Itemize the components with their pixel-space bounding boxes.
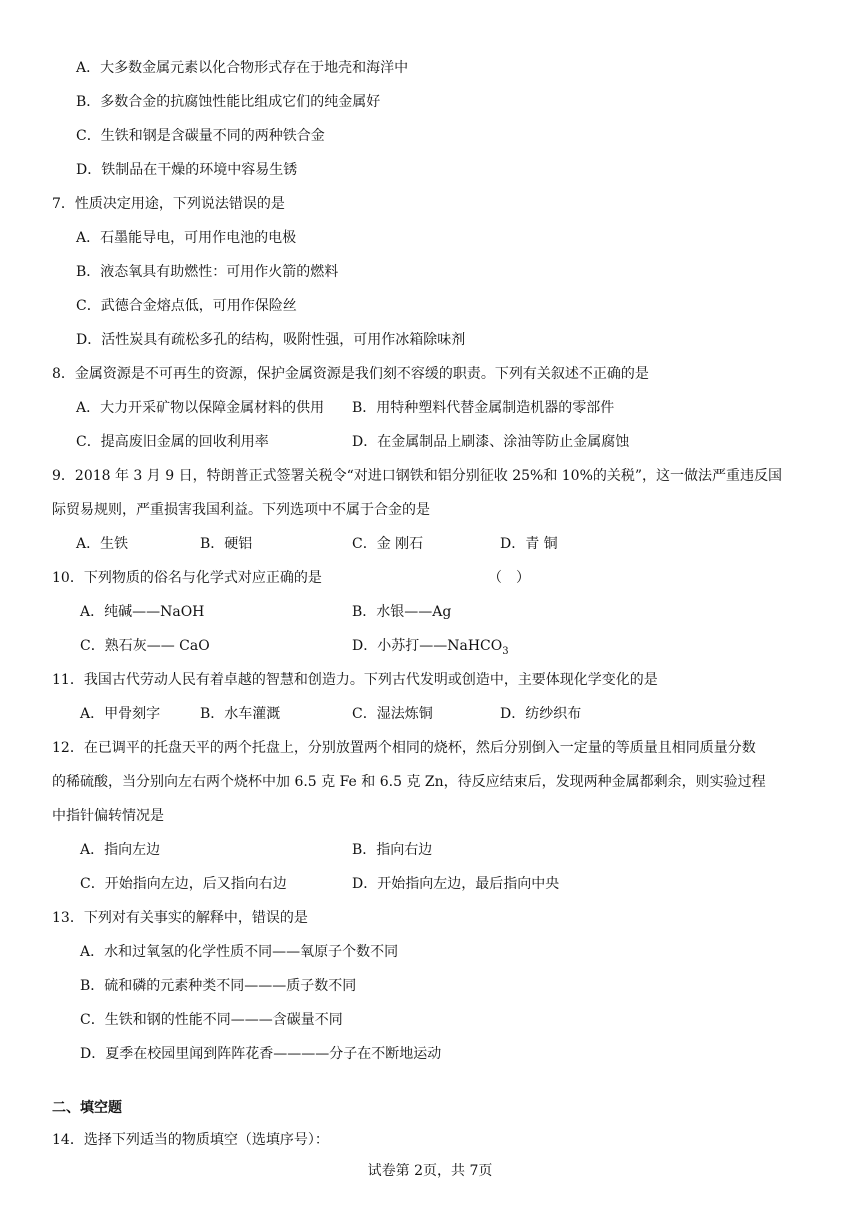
q12-stem-line3: 中指针偏转情况是 xyxy=(52,808,164,824)
q7-option-d: D．活性炭具有疏松多孔的结构，吸附性强，可用作冰箱除味剂 xyxy=(76,332,466,348)
q13-option-c: C．生铁和钢的性能不同———含碳量不同 xyxy=(80,1012,343,1028)
q9-option-d: D．青 铜 xyxy=(500,536,558,552)
q7-option-a: A．石墨能导电，可用作电池的电极 xyxy=(76,230,297,246)
q11-option-b: B．水车灌溉 xyxy=(200,706,281,722)
q11-option-d: D．纺纱织布 xyxy=(500,706,582,722)
q8-option-a: A．大力开采矿物以保障金属材料的供用 xyxy=(76,400,325,416)
q10-option-a: A．纯碱——NaOH xyxy=(80,604,205,620)
q9-stem-line2: 际贸易规则，严重损害我国利益。下列选项中不属于合金的是 xyxy=(52,502,430,518)
q6-option-a: A．大多数金属元素以化合物形式存在于地壳和海洋中 xyxy=(76,60,409,76)
q8-stem: 8．金属资源是不可再生的资源，保护金属资源是我们刻不容缓的职责。下列有关叙述不正确的是 xyxy=(52,366,649,382)
q6-option-d: D．铁制品在干燥的环境中容易生锈 xyxy=(76,162,298,178)
q10-stem: 10．下列物质的俗名与化学式对应正确的是 xyxy=(52,570,322,586)
q9-option-c: C．金 刚石 xyxy=(352,536,424,552)
q10-option-d-subscript: 3 xyxy=(502,645,509,657)
q7-option-c: C．武德合金熔点低，可用作保险丝 xyxy=(76,298,297,314)
q13-option-a: A．水和过氧氢的化学性质不同——氧原子个数不同 xyxy=(80,944,399,960)
page-footer: 试卷第 2页，共 7页 xyxy=(367,1163,493,1179)
q12-option-b: B．指向右边 xyxy=(352,842,433,858)
q10-option-c: C．熟石灰—— CaO xyxy=(80,638,210,654)
q8-option-b: B．用特种塑料代替金属制造机器的零部件 xyxy=(352,400,615,416)
q13-option-b: B．硫和磷的元素种类不同———质子数不同 xyxy=(80,978,357,994)
q12-stem-line1: 12．在已调平的托盘天平的两个托盘上，分别放置两个相同的烧杯，然后分别倒入一定量的等质量且相同质量分数 xyxy=(52,740,756,756)
q6-option-b: B．多数合金的抗腐蚀性能比组成它们的纯金属好 xyxy=(76,94,381,110)
q9-stem-line1: 9．2018 年 3 月 9 日，特朗普正式签署关税令“对进口钢铁和铝分别征收 25%和 10%的关税”，这一做法严重违反国 xyxy=(52,468,783,484)
q10-answer-paren: （ ） xyxy=(488,570,530,586)
q7-option-b: B．液态氧具有助燃性：可用作火箭的燃料 xyxy=(76,264,339,280)
section-title: 二、填空题 xyxy=(52,1100,122,1116)
q10-option-b: B．水银——Ag xyxy=(352,604,452,620)
q9-option-b: B．硬铝 xyxy=(200,536,253,552)
q14-stem: 14．选择下列适当的物质填空（选填序号）： xyxy=(52,1132,329,1148)
q12-option-d: D．开始指向左边，最后指向中央 xyxy=(352,876,560,892)
q12-option-a: A．指向左边 xyxy=(80,842,161,858)
q8-option-d: D．在金属制品上刷漆、涂油等防止金属腐蚀 xyxy=(352,434,630,450)
q7-stem: 7．性质决定用途，下列说法错误的是 xyxy=(52,196,285,212)
q11-stem: 11．我国古代劳动人民有着卓越的智慧和创造力。下列古代发明或创造中，主要体现化学变化的是 xyxy=(52,672,658,688)
q8-option-c: C．提高废旧金属的回收利用率 xyxy=(76,434,269,450)
q12-stem-line2: 的稀硫酸，当分别向左右两个烧杯中加 6.5 克 Fe 和 6.5 克 Zn，待反应结束后，发现两种金属都剩余，则实验过程 xyxy=(52,774,766,790)
q13-stem: 13．下列对有关事实的解释中，错误的是 xyxy=(52,910,308,926)
q10-option-d xyxy=(352,636,509,662)
q6-option-c: C．生铁和钢是含碳量不同的两种铁合金 xyxy=(76,128,325,144)
q9-option-a: A．生铁 xyxy=(76,536,129,552)
q11-option-c: C．湿法炼铜 xyxy=(352,706,433,722)
q10-option-d-text: D．小苏打——NaHCO xyxy=(352,638,503,654)
q12-option-c: C．开始指向左边，后又指向右边 xyxy=(80,876,287,892)
q13-option-d: D．夏季在校园里闻到阵阵花香————分子在不断地运动 xyxy=(80,1046,442,1062)
q11-option-a: A．甲骨刻字 xyxy=(80,706,161,722)
